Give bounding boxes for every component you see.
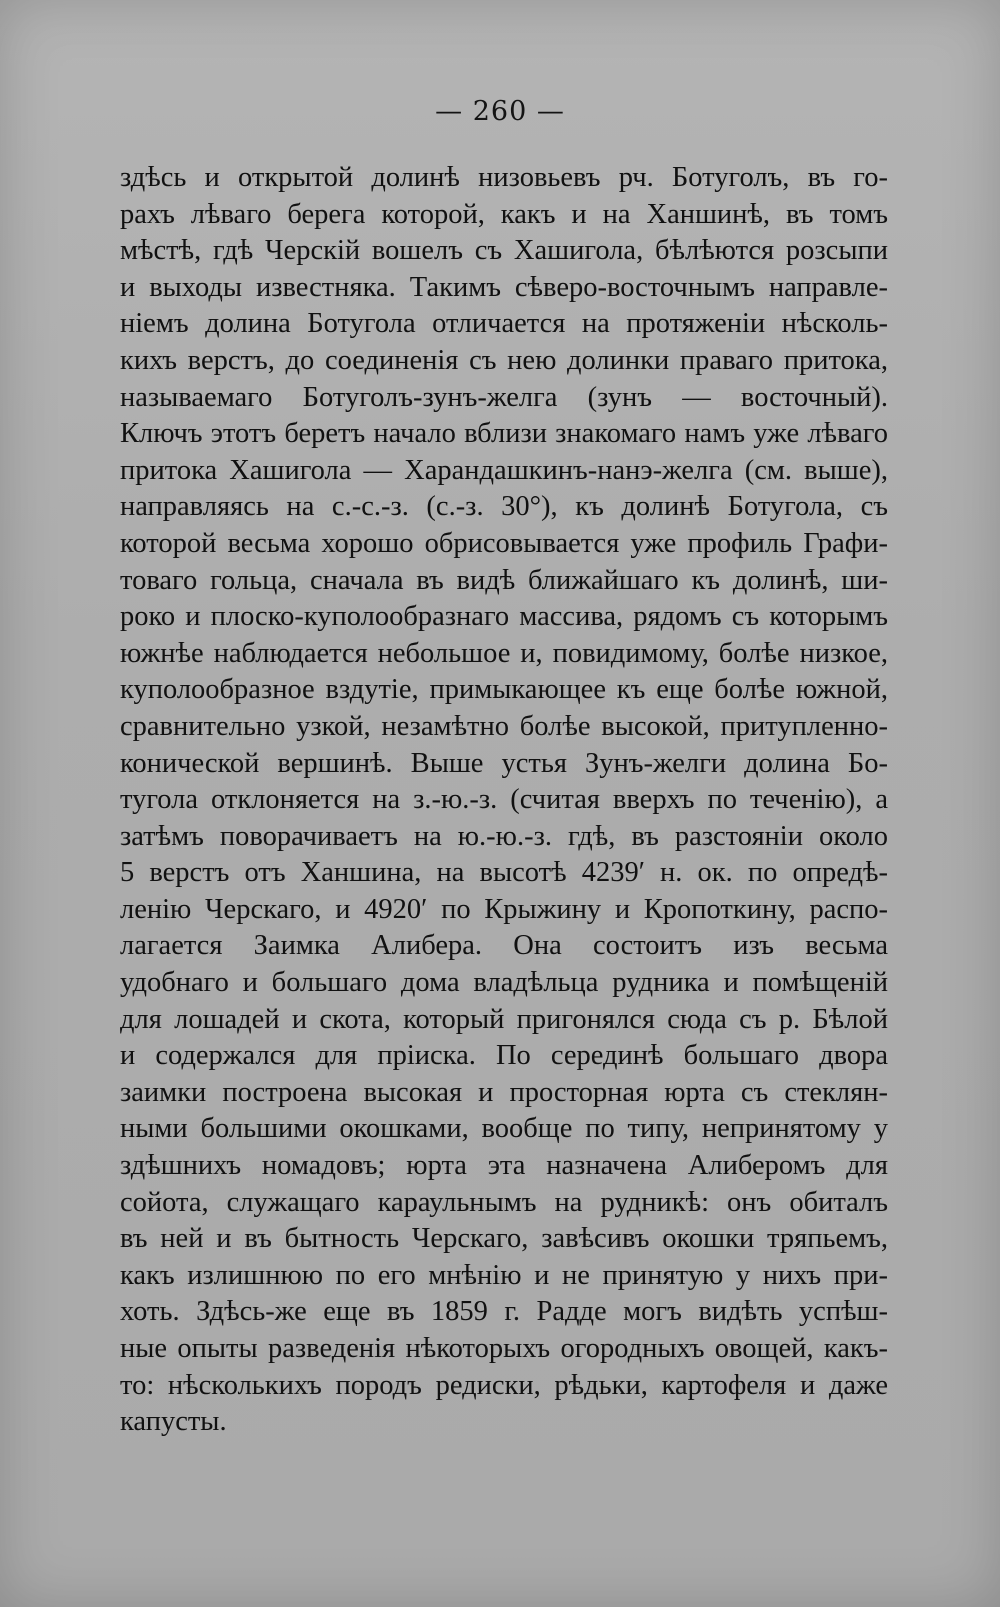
text-line: рахъ лѣваго берега которой, какъ и на Ханшинѣ, въ томъ	[120, 198, 888, 230]
text-line: какъ излишнюю по его мнѣнію и не принятую у нихъ при-	[120, 1259, 888, 1291]
text-line: роко и плоско-куполообразнаго массива, рядомъ съ которымъ	[120, 601, 888, 633]
text-line: для лошадей и скота, который пригонялся сюда съ р. Бѣлой	[120, 1003, 888, 1035]
text-line: притока Хашигола — Харандашкинъ-нанэ-желга (см. выше),	[120, 454, 888, 486]
text-line: сравнительно узкой, незамѣтно болѣе высокой, притупленно-	[120, 710, 888, 742]
body-text	[120, 160, 888, 1441]
text-line: товаго гольца, сначала въ видѣ ближайшаго къ долинѣ, ши-	[120, 564, 888, 596]
text-line: мѣстѣ, гдѣ Черскій вошелъ съ Хашигола, бѣлѣются розсыпи	[120, 235, 888, 267]
text-line: капусты.	[120, 1406, 227, 1438]
text-line: которой весьма хорошо обрисовывается уже профиль Графи-	[120, 527, 888, 559]
text-line: ленію Черскаго, и 4920′ по Крыжину и Кропоткину, распо-	[120, 893, 888, 925]
text-line: южнѣе наблюдается небольшое и, повидимому, болѣе низкое,	[120, 637, 888, 669]
text-line: ніемъ долина Ботугола отличается на протяженіи нѣсколь-	[120, 308, 888, 340]
text-line: лагается Заимка Алибера. Она состоитъ изъ весьма	[120, 930, 888, 962]
text-line: сойота, служащаго караульнымъ на рудникѣ: онъ обиталъ	[120, 1186, 888, 1218]
text-line: тугола отклоняется на з.-ю.-з. (считая вверхъ по теченію), а	[120, 784, 888, 816]
text-line: то: нѣсколькихъ породъ редиски, рѣдьки, картофеля и даже	[120, 1369, 888, 1401]
text-line: хоть. Здѣсь-же еще въ 1859 г. Радде могъ видѣть успѣш-	[120, 1296, 888, 1328]
text-line: направляясь на с.-с.-з. (с.-з. 30°), къ долинѣ Ботугола, съ	[120, 491, 888, 523]
text-line: въ ней и въ бытность Черскаго, завѣсивъ окошки тряпьемъ,	[120, 1223, 888, 1255]
text-line: здѣсь и открытой долинѣ низовьевъ рч. Ботуголъ, въ го-	[120, 162, 888, 193]
text-line: Ключъ этотъ беретъ начало вблизи знакомаго намъ уже лѣваго	[120, 418, 888, 450]
text-line: и содержался для пріиска. По серединѣ большаго двора	[120, 1040, 888, 1072]
text-line: заимки построена высокая и просторная юрта съ стеклян-	[120, 1076, 888, 1108]
text-line: ные опыты разведенія нѣкоторыхъ огородныхъ овощей, какъ-	[120, 1333, 888, 1364]
text-line: кихъ верстъ, до соединенія съ нею долинки праваго притока,	[120, 344, 888, 376]
text-line: конической вершинѣ. Выше устья Зунъ-желги долина Бо-	[120, 747, 888, 779]
page-number: — 260 —	[435, 96, 565, 127]
text-line: 5 верстъ отъ Ханшина, на высотѣ 4239′ н. ок. по опредѣ-	[120, 857, 888, 889]
text-line: и выходы известняка. Такимъ сѣверо-восточнымъ направле-	[120, 271, 888, 303]
text-line: затѣмъ поворачиваетъ на ю.-ю.-з. гдѣ, въ разстояніи около	[120, 820, 888, 852]
text-line: удобнаго и большаго дома владѣльца рудника и помѣщеній	[120, 967, 888, 999]
text-line: ными большими окошками, вообще по типу, непринятому у	[120, 1113, 888, 1145]
text-line: называемаго Ботуголъ-зунъ-желга (зунъ — восточный).	[120, 381, 888, 413]
text-line: здѣшнихъ номадовъ; юрта эта назначена Алиберомъ для	[120, 1150, 888, 1182]
text-line: куполообразное вздутіе, примыкающее къ еще болѣе южной,	[120, 674, 888, 706]
